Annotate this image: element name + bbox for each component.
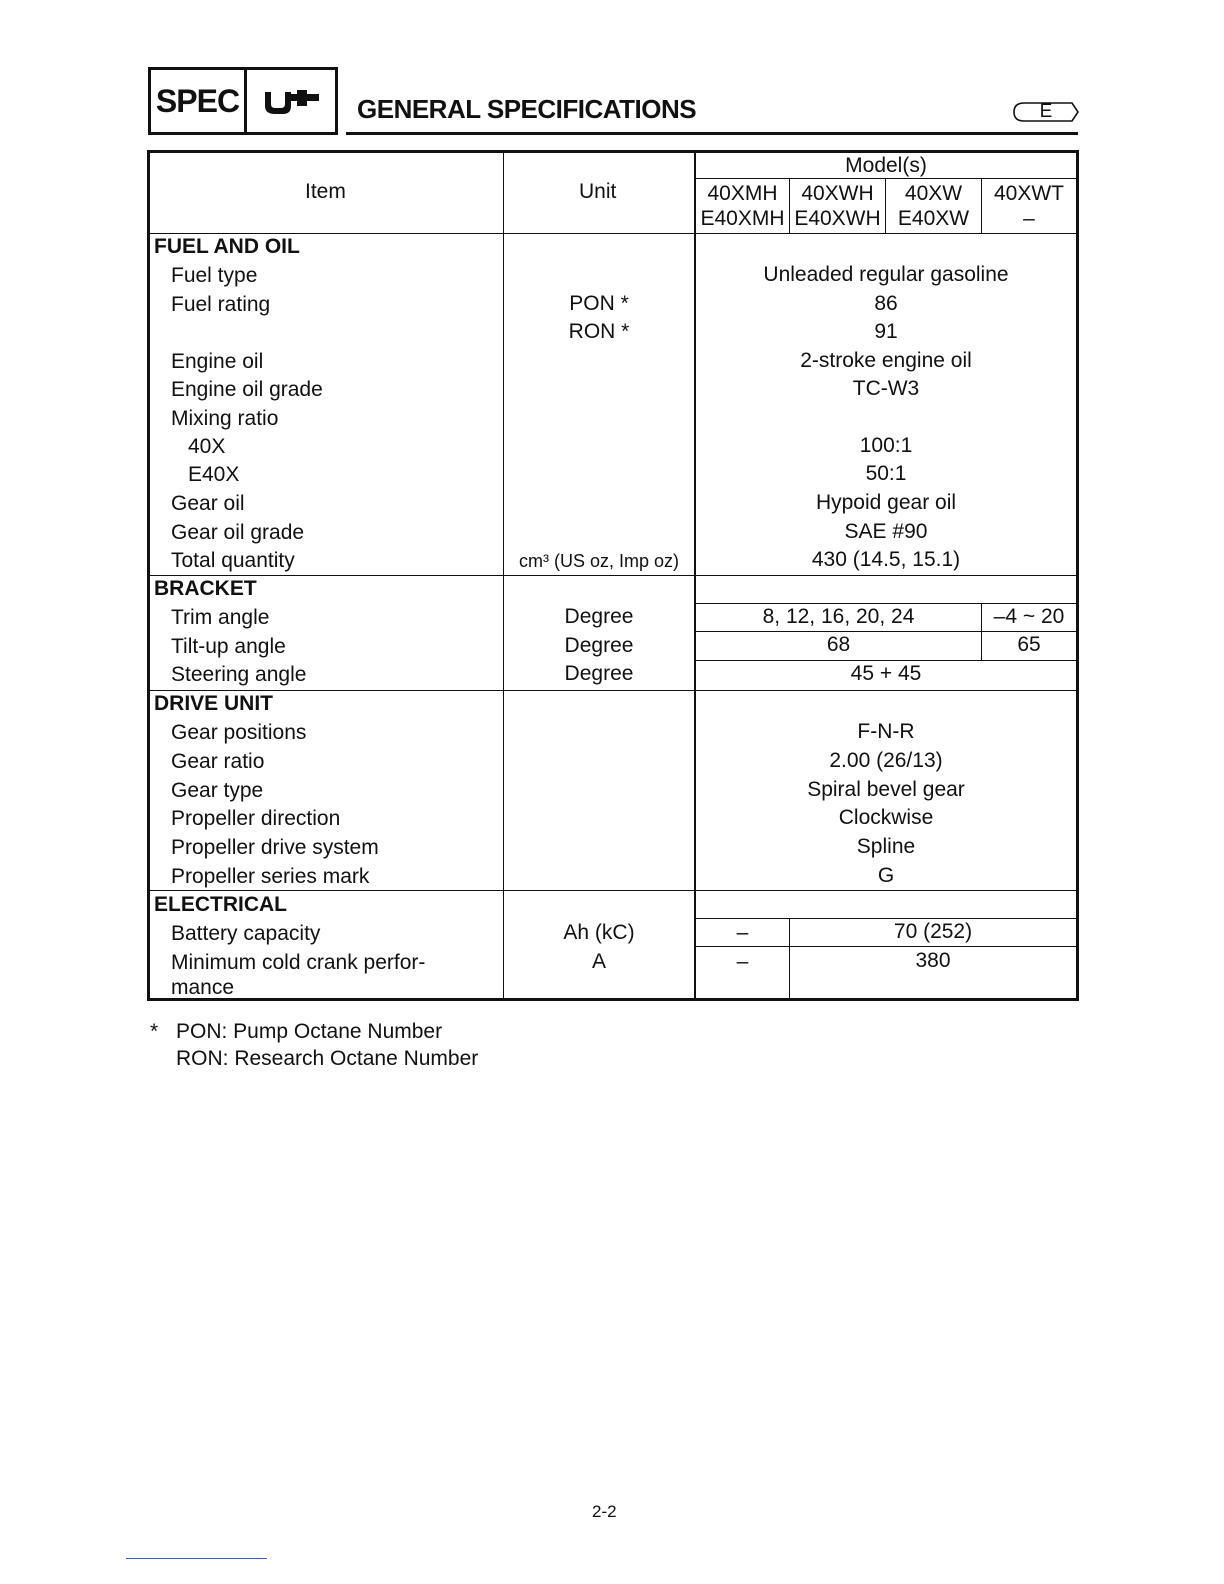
section-heading-bracket: BRACKET: [154, 577, 257, 600]
row-value: 380: [915, 949, 951, 972]
language-code: E: [1039, 101, 1053, 122]
row-unit: Degree: [564, 662, 634, 685]
row-unit: RON *: [568, 320, 630, 343]
row-value: Clockwise: [838, 806, 934, 829]
row-unit: Ah (kC): [563, 921, 635, 944]
row-value-40xmh: –: [736, 950, 749, 973]
row-value: G: [877, 864, 895, 887]
row-value-40xwt: –4 ~ 20: [993, 605, 1065, 628]
row-value: 86: [874, 292, 898, 315]
row-label: E40X: [188, 463, 240, 486]
row-value: TC-W3: [852, 377, 920, 400]
model-40xw: 40XW: [904, 182, 963, 205]
row-label: Propeller series mark: [171, 865, 370, 888]
page-title: GENERAL SPECIFICATIONS: [357, 94, 697, 124]
row-value: 91: [874, 320, 898, 343]
section-heading-electrical: ELECTRICAL: [154, 893, 287, 916]
bottom-rule: [126, 1558, 267, 1559]
row-label: Gear type: [171, 779, 264, 802]
row-label: Gear ratio: [171, 750, 265, 773]
section-heading-fuel-oil: FUEL AND OIL: [154, 235, 300, 258]
row-value: SAE #90: [844, 520, 928, 543]
row-label: Gear positions: [171, 721, 307, 744]
col-item-header: Item: [305, 180, 346, 203]
row-label: Gear oil grade: [171, 521, 305, 544]
row-label: Steering angle: [171, 663, 307, 686]
row-value: F-N-R: [857, 720, 915, 743]
page-number: 2-2: [592, 1502, 617, 1521]
row-label-cont: mance: [171, 976, 235, 999]
row-label: Mixing ratio: [171, 407, 279, 430]
row-label: Fuel type: [171, 264, 258, 287]
model-e40xmh: E40XMH: [700, 207, 785, 230]
row-value: Unleaded regular gasoline: [763, 263, 1009, 286]
footnote-star: *: [150, 1020, 159, 1043]
row-value: 430 (14.5, 15.1): [811, 548, 961, 571]
row-unit: Degree: [564, 634, 634, 657]
row-label: Minimum cold crank perfor-: [171, 951, 426, 974]
row-value: 100:1: [859, 434, 913, 457]
model-e40xw: E40XW: [897, 207, 970, 230]
model-40xwt: 40XWT: [993, 182, 1064, 205]
row-label: Total quantity: [171, 549, 295, 572]
row-value-40xmh: –: [736, 921, 749, 944]
row-value-40xwt: 65: [1017, 633, 1041, 656]
row-value: 70 (252): [893, 920, 973, 943]
model-40xmh: 40XMH: [707, 182, 778, 205]
spec-label: SPEC: [151, 70, 247, 132]
model-e40xwh: E40XWH: [794, 207, 881, 230]
section-heading-drive-unit: DRIVE UNIT: [154, 692, 274, 715]
row-value: 8, 12, 16, 20, 24: [762, 605, 915, 628]
row-value: Hypoid gear oil: [815, 491, 957, 514]
row-label: Fuel rating: [171, 293, 271, 316]
row-value: 45 + 45: [850, 662, 922, 685]
footnote-line1: PON: Pump Octane Number: [176, 1020, 443, 1043]
row-value: 68: [826, 633, 851, 656]
row-label: Gear oil: [171, 492, 245, 515]
row-value: Spline: [856, 835, 916, 858]
row-label: Engine oil grade: [171, 378, 323, 401]
row-value: 50:1: [865, 462, 907, 485]
row-value: Spiral bevel gear: [807, 778, 965, 801]
row-unit: A: [591, 950, 606, 973]
row-label: Propeller direction: [171, 807, 341, 830]
footnote-line2: RON: Research Octane Number: [176, 1047, 479, 1070]
col-models-header: Model(s): [845, 154, 927, 177]
model-40xwh: 40XWH: [801, 182, 874, 205]
row-label: 40X: [188, 435, 226, 458]
row-unit: Degree: [564, 605, 634, 628]
model-e40xwt: –: [1023, 207, 1035, 230]
row-label: Trim angle: [171, 606, 270, 629]
row-value: 2-stroke engine oil: [800, 349, 972, 372]
col-unit-header: Unit: [579, 180, 617, 203]
row-value: 2.00 (26/13): [829, 749, 943, 772]
row-unit: cm³ (US oz, Imp oz): [518, 551, 679, 571]
row-label: Tilt-up angle: [171, 635, 286, 658]
row-unit: PON *: [569, 292, 629, 315]
row-label: Battery capacity: [171, 922, 321, 945]
row-label: Engine oil: [171, 350, 264, 373]
row-label: Propeller drive system: [171, 836, 379, 859]
